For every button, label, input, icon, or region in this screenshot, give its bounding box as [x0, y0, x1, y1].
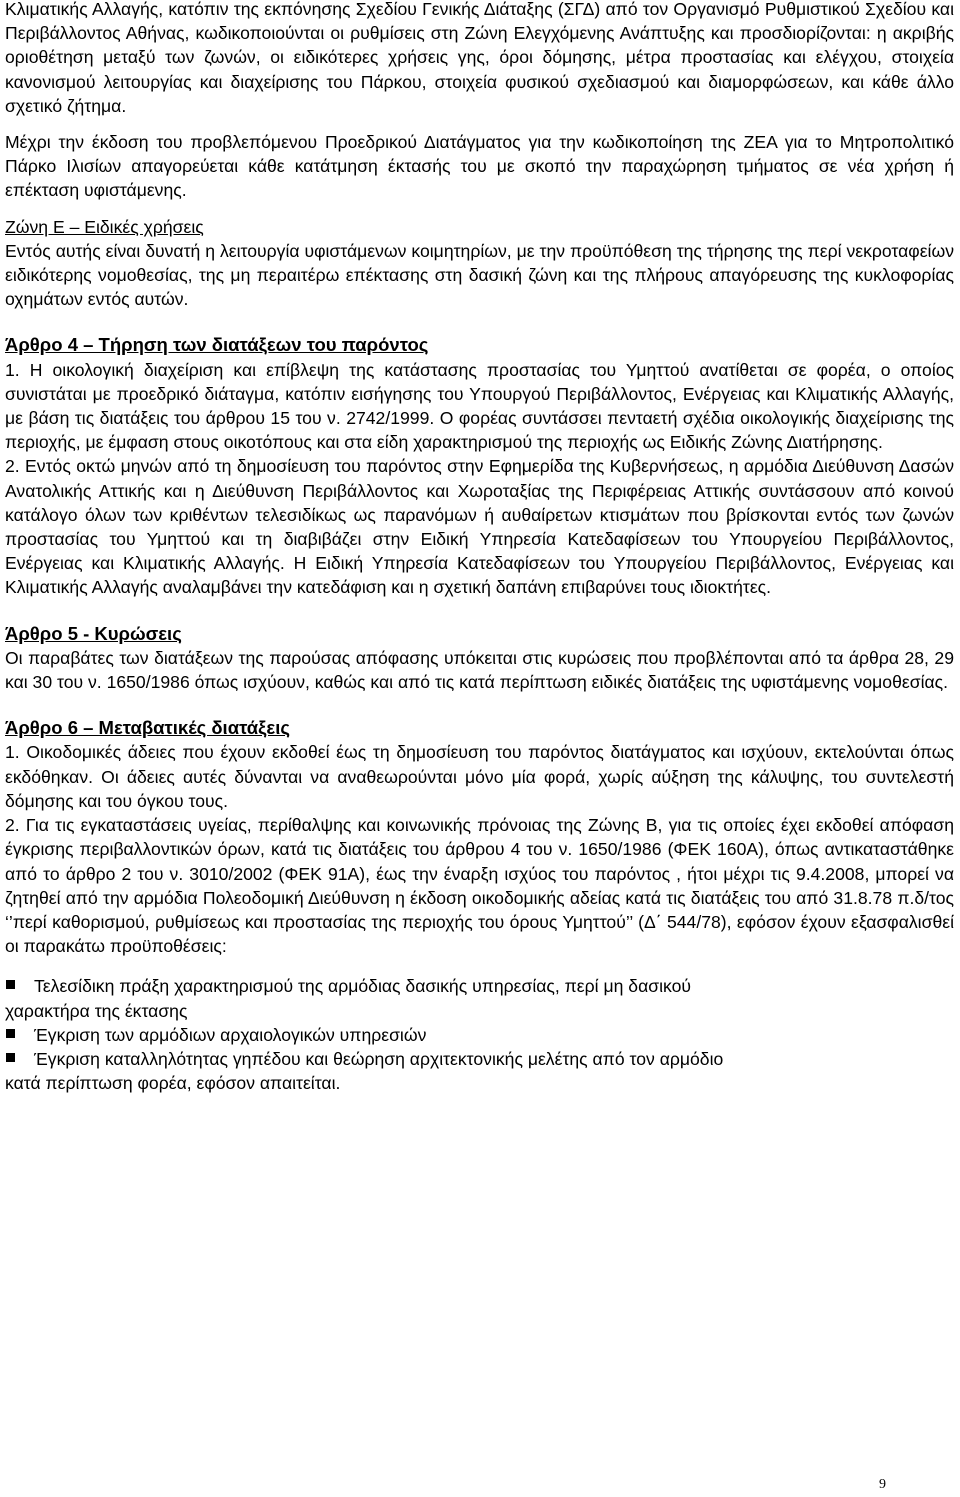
- list-item: [5, 1023, 954, 1047]
- article-6-paragraph-2: 2. Για τις εγκαταστάσεις υγείας, περίθαλψης και κοινωνικής πρόνοιας της Ζώνης Β, για τις οποίες έχει εκδοθεί απόφαση έγκρισης περιβαλλοντικών όρων, κατά τις διατάξεις του άρθρου 4 του ν. 1650/1986 (ΦΕΚ 160Α), όπως αντικαταστάθηκε από το άρθρο 2 του ν. 3010/2002 (ΦΕΚ 91Α), έως την έναρξη ισχύος του παρόντος , ήτοι μέχρι τις 9.4.2008, μπορεί να ζητηθεί από την αρμόδια Πολεοδομική Διεύθυνση η έκδοση οικοδομικής αδείας κατά τις διατάξεις του από 31.8.78 π.δ/τος ‘’περί καθορισμού, ρυθμίσεως και προστασίας της περιοχής του όρους Υμηττού’’ (Δ΄ 544/78), εφόσον έχουν εξασφαλισθεί οι παρακάτω προϋποθέσεις:: [5, 815, 954, 957]
- article-5-body: Οι παραβάτες των διατάξεων της παρούσας απόφασης υπόκειται στις κυρώσεις που προβλέπονται από τα άρθρα 28, 29 και 30 του ν. 1650/1986 όπως ισχύουν, καθώς και από τις κατά περίπτωση ειδικές διατάξεις της υφιστάμενης νομοθεσίας.: [5, 647, 954, 693]
- list-item: [5, 1047, 954, 1095]
- list-item-text: Έγκριση καταλληλότητας γηπέδου και θεώρηση αρχιτεκτονικής μελέτης από τον αρμόδιο: [34, 1048, 724, 1069]
- list-item-continuation: χαρακτήρα της έκτασης: [5, 1000, 188, 1021]
- document-body: [5, 0, 954, 1095]
- list-item-text: Τελεσίδικη πράξη χαρακτηρισμού της αρμόδιας δασικής υπηρεσίας, περί μη δασικού: [34, 976, 691, 997]
- article-4-title: Άρθρο 4 – Τήρηση των διατάξεων του παρόντος: [5, 334, 429, 356]
- square-bullet-icon: [6, 1053, 15, 1062]
- article-6-title: Άρθρο 6 – Μεταβατικές διατάξεις: [5, 717, 290, 739]
- intro-paragraph-2: Μέχρι την έκδοση του προβλεπόμενου Προεδρικού Διατάγματος για την κωδικοποίηση της ΖΕΑ για το Μητροπολιτικό Πάρκο Ιλισίων απαγορεύεται κάθε κατάτμηση έκτασής του με σκοπό την παραχώρηση τμήματος σε νέα χρήση ή επέκταση υφιστάμενης.: [5, 132, 954, 201]
- page-number: 9: [879, 1477, 886, 1492]
- list-item-continuation: κατά περίπτωση φορέα, εφόσον απαιτείται.: [5, 1073, 341, 1094]
- intro-paragraph-1: Κλιματικής Αλλαγής, κατόπιν της εκπόνησης Σχεδίου Γενικής Διάταξης (ΣΓΔ) από τον Οργανισμό Ρυθμιστικού Σχεδίου και Περιβάλλοντος Αθήνας, κωδικοποιούνται οι ρυθμίσεις στη Ζώνη Ελεγχόμενης Ανάπτυξης και προσδιορίζονται: η ακριβής οριοθέτηση μεταξύ των ζωνών, οι ειδικότερες χρήσεις γης, όροι δόμησης, μέτρα προστασίας και ελέγχου, στοιχεία κανονισμού λειτουργίας και διαχείρισης του Πάρκου, στοιχεία φυσικού σχεδιασμού και διαμορφώσεων, και κάθε άλλο σχετικό ζήτημα.: [5, 0, 954, 116]
- zone-e-title: Ζώνη Ε – Ειδικές χρήσεις: [5, 216, 204, 237]
- square-bullet-icon: [6, 1029, 15, 1038]
- list-item-text: Έγκριση των αρμόδιων αρχαιολογικών υπηρεσιών: [34, 1024, 427, 1045]
- article-5-title: Άρθρο 5 - Κυρώσεις: [5, 622, 182, 644]
- zone-e-body: Εντός αυτής είναι δυνατή η λειτουργία υφιστάμενων κοιμητηρίων, με την προϋπόθεση της τήρησης της περί νεκροταφείων ειδικότερης νομοθεσίας, της μη περαιτέρω επέκτασης στη δασική ζώνη και της πλήρους απαγόρευσης της κυκλοφορίας οχημάτων εντός αυτών.: [5, 240, 954, 310]
- article-4-paragraph-1: 1. Η οικολογική διαχείριση και επίβλεψη της κατάστασης προστασίας του Υμηττού ανατίθεται σε φορέα, ο οποίος συνιστάται με προεδρικό διάταγμα, κατόπιν εισήγησης του Υπουργού Περιβάλλοντος, Ενέργειας και Κλιματικής Αλλαγής, με βάση τις διατάξεις του άρθρου 15 του ν. 2742/1999. Ο φορέας συντάσσει πενταετή σχέδια οικολογικής διαχείρισης της περιοχής, με έμφαση στους οικοτόπους και στα είδη χαρακτηρισμού της περιοχής ως Ειδικής Ζώνης Διατήρησης.: [5, 359, 954, 453]
- prerequisites-list: [5, 974, 954, 1095]
- list-item: [5, 974, 954, 1022]
- article-6-paragraph-1: 1. Οικοδομικές άδειες που έχουν εκδοθεί έως τη δημοσίευση του παρόντος διατάγματος και ισχύουν, εκτελούνται όπως εκδόθηκαν. Οι άδειες αυτές δύνανται να αναθεωρούνται μόνο μία φορά, χωρίς αύξηση της κάλυψης, του συντελεστή δόμησης και του όγκου τους.: [5, 742, 954, 811]
- square-bullet-icon: [6, 980, 15, 989]
- article-4-paragraph-2: 2. Εντός οκτώ μηνών από τη δημοσίευση του παρόντος στην Εφημερίδα της Κυβερνήσεως, η αρμόδια Διεύθυνση Δασών Ανατολικής Αττικής και η Διεύθυνση Περιβάλλοντος και Χωροταξίας της Περιφέρειας Αττικής συντάσσουν από κοινού κατάλογο όλων των κριθέντων τελεσιδίκως ως παρανόμων ή αυθαίρετων κτισμάτων που βρίσκονται εντός των ζωνών προστασίας του Υμηττού και τη διαβιβάζει στην Ειδική Υπηρεσία Κατεδαφίσεων του Υπουργείου Περιβάλλοντος, Ενέργειας και Κλιματικής Αλλαγής. Η Ειδική Υπηρεσία Κατεδαφίσεων του Υπουργείου Περιβάλλοντος, Ενέργειας και Κλιματικής Αλλαγής αναλαμβάνει την κατεδάφιση και η σχετική δαπάνη επιβαρύνει τους ιδιοκτήτες.: [5, 456, 954, 598]
